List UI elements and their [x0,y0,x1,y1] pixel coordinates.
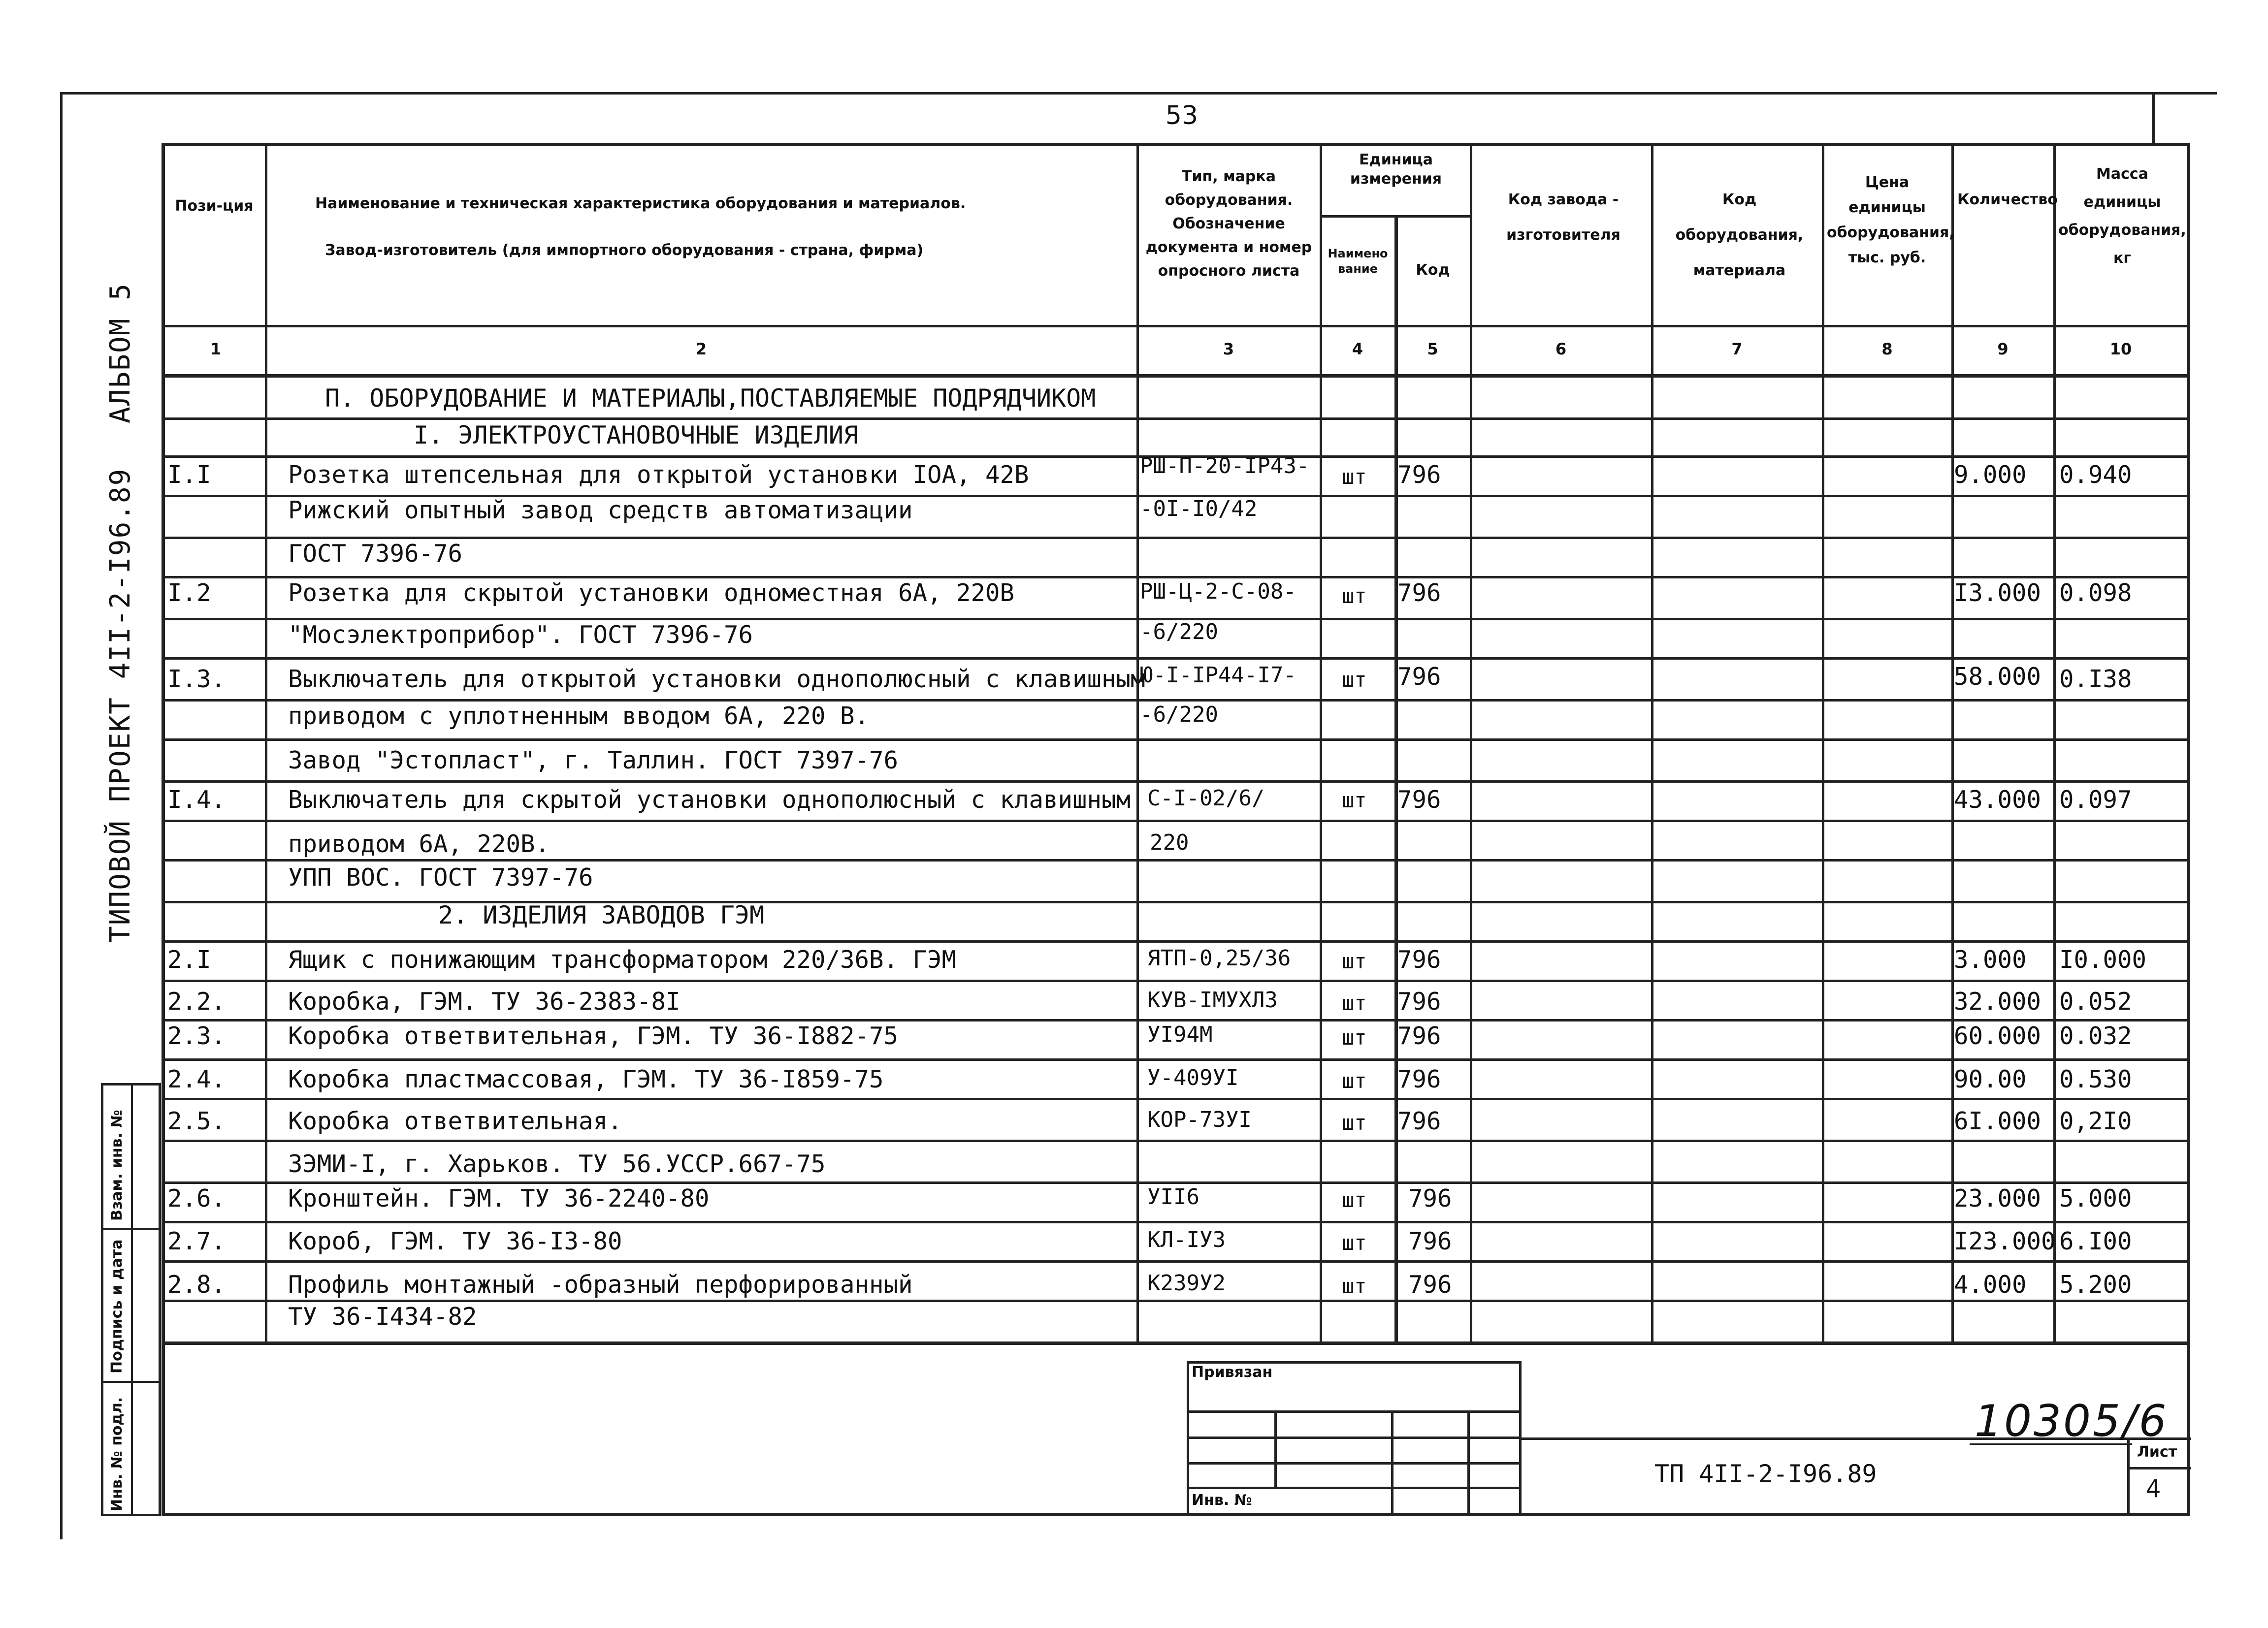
row-unit: шт [1342,1025,1367,1050]
stamp-label-replace: Взам. инв. № [108,1110,126,1221]
row-mass: 5.200 [2059,1271,2132,1299]
section-1-title: I. ЭЛЕКТРОУСТАНОВОЧНЫЕ ИЗДЕЛИЯ [414,421,859,449]
row-code: 796 [1408,1227,1452,1255]
row-unit: шт [1342,1111,1367,1135]
row-type: -6/220 [1140,702,1218,727]
row-unit: шт [1342,465,1367,489]
col-number-1: 1 [210,340,222,358]
project-label: ТИПОВОЙ ПРОЕКТ 4II-2-I96.89 [104,468,136,943]
header-quantity: Количество [1957,191,2058,208]
header-unit-name: Наименование [1328,247,1388,276]
row-quantity: 6I.000 [1954,1107,2041,1135]
row-position: 2.I [167,946,211,974]
row-mass: 0.940 [2059,461,2132,489]
row-position: 2.2. [167,988,226,1016]
col-number-9: 9 [1997,340,2009,358]
row-mass: 6.I00 [2059,1227,2132,1255]
row-name: УПП ВОС. ГОСТ 7397-76 [288,863,593,892]
row-type: УI94М [1147,1022,1213,1047]
header-position: Пози-ция [175,197,254,215]
row-unit: шт [1342,1069,1367,1093]
row-type: Ю-I-IP44-I7- [1140,663,1296,688]
row-unit: шт [1342,1274,1367,1298]
row-name: Розетка штепсельная для открытой установки IOA, 42B [288,461,1029,489]
row-position: I.3. [167,665,226,693]
row-position: 2.4. [167,1065,226,1093]
row-unit: шт [1342,668,1367,692]
row-code: 796 [1408,1271,1452,1299]
row-name: Ящик с понижающим трансформатором 220/36В. ГЭМ [288,946,957,974]
row-code: 796 [1397,786,1441,814]
row-type: К239У2 [1147,1271,1226,1296]
row-type: КОР-73УI [1147,1107,1252,1132]
row-unit: шт [1342,949,1367,973]
row-position: 2.7. [167,1227,226,1255]
row-position: 2.5. [167,1107,226,1135]
section-2-title: 2. ИЗДЕЛИЯ ЗАВОДОВ ГЭМ [438,901,765,929]
row-quantity: I23.000 [1954,1227,2056,1255]
row-type: КЛ-IУ3 [1147,1227,1226,1252]
row-mass: 5.000 [2059,1184,2132,1213]
row-quantity: 23.000 [1954,1184,2041,1213]
row-mass: I0.000 [2059,946,2147,974]
row-name: Розетка для скрытой установки одноместная 6А, 220В [288,579,1015,607]
header-price: Цена единицы оборудования, тыс. руб. [1827,174,1955,266]
row-position: 2.8. [167,1271,226,1299]
row-position: I.I [167,461,211,489]
row-name: Завод "Эстопласт", г. Таллин. ГОСТ 7397-76 [288,746,899,774]
row-type: КУВ-IМУХЛ3 [1147,988,1278,1013]
row-unit: шт [1342,1231,1367,1255]
row-code: 796 [1397,663,1441,691]
header-factory-code: Код завода - изготовителя [1506,191,1620,244]
row-type: РШ-П-20-IP43- [1140,453,1310,479]
section-main-title: П. ОБОРУДОВАНИЕ И МАТЕРИАЛЫ,ПОСТАВЛЯЕМЫЕ ПОДРЯДЧИКОМ [325,384,1096,413]
row-type: -6/220 [1140,619,1218,644]
col-number-7: 7 [1731,340,1743,358]
row-quantity: I3.000 [1954,579,2041,607]
sheet-number: 4 [2146,1474,2161,1503]
stamp-label-inventory: Инв. № подл. [108,1397,126,1511]
row-code: 796 [1397,946,1441,974]
row-unit: шт [1342,584,1367,608]
row-quantity: 90.00 [1954,1065,2027,1093]
row-name: "Мосэлектроприбор". ГОСТ 7396-76 [288,621,753,649]
header-name-line1: Наименование и техническая характеристика оборудования и материалов. [315,195,966,212]
document-code: ТП 4II-2-I96.89 [1654,1460,1877,1488]
row-name: Коробка ответвительная. [288,1107,622,1135]
row-code: 796 [1397,1065,1441,1093]
row-type: С-I-02/6/ [1147,786,1265,811]
header-mass: Масса единицы оборудования, кг [2058,165,2186,267]
stamp-label-signature: Подпись и дата [108,1239,126,1373]
row-code: 796 [1397,1022,1441,1050]
header-name-line2: Завод-изготовитель (для импортного оборудования - страна, фирма) [325,242,924,259]
row-mass: 0,2I0 [2059,1107,2132,1135]
row-position: I.4. [167,786,226,814]
row-position: 2.6. [167,1184,226,1213]
row-type: РШ-Ц-2-С-08- [1140,579,1296,604]
header-unit-code: Код [1416,261,1450,279]
row-name: ТУ 36-I434-82 [288,1303,477,1331]
row-quantity: 58.000 [1954,663,2041,691]
col-number-8: 8 [1881,340,1893,358]
row-quantity: 43.000 [1954,786,2041,814]
row-position: 2.3. [167,1022,226,1050]
row-position: I.2 [167,579,211,607]
sheet-label: Лист [2137,1443,2177,1461]
row-code: 796 [1397,1107,1441,1135]
row-quantity: 9.000 [1954,461,2027,489]
row-code: 796 [1397,461,1441,489]
row-name: Рижский опытный завод средств автоматизации [288,496,913,524]
row-code: 796 [1397,579,1441,607]
col-number-6: 6 [1555,340,1567,358]
row-code: 796 [1397,988,1441,1016]
frame-tick [2152,92,2155,144]
row-name: ГОСТ 7396-76 [288,540,463,568]
row-mass: 0.530 [2059,1065,2132,1093]
col-number-5: 5 [1427,340,1438,358]
handwritten-number: 10305/6 [1975,1396,2169,1446]
col-number-3: 3 [1223,340,1234,358]
row-quantity: 4.000 [1954,1271,2027,1299]
row-name: Коробка, ГЭМ. ТУ 36-2383-8I [288,988,680,1016]
row-name: Выключатель для открытой установки однополюсный с клавишным [288,665,1145,693]
row-name: приводом 6А, 220В. [288,830,550,858]
row-type: УII6 [1147,1184,1199,1210]
row-name: Кронштейн. ГЭМ. ТУ 36-2240-80 [288,1184,710,1213]
row-name: Профиль монтажный -образный перфорированный [288,1271,913,1299]
row-name: Короб, ГЭМ. ТУ 36-I3-80 [288,1227,622,1255]
row-name: приводом с уплотненным вводом 6А, 220 В. [288,702,870,730]
row-mass: 0.032 [2059,1022,2132,1050]
row-name: Коробка пластмассовая, ГЭМ. ТУ 36-I859-75 [288,1065,884,1093]
row-type: -0I-I0/42 [1140,496,1258,521]
col-number-2: 2 [695,340,707,358]
row-name: Коробка ответвительная, ГЭМ. ТУ 36-I882-75 [288,1022,899,1050]
col-number-10: 10 [2109,340,2132,358]
row-type: ЯТП-0,25/36 [1147,946,1291,971]
row-type: У-409УI [1147,1065,1239,1090]
approval-stamp [101,1083,161,1516]
row-type: 220 [1150,830,1189,855]
row-quantity: 3.000 [1954,946,2027,974]
row-unit: шт [1342,991,1367,1015]
inv-number-label: Инв. № [1192,1492,1252,1509]
row-name: Выключатель для скрытой установки однополюсный с клавишным [288,786,1131,814]
header-equipment-code: Код оборудования, материала [1675,191,1804,279]
row-code: 796 [1408,1184,1452,1213]
col-number-4: 4 [1352,340,1363,358]
row-mass: 0.052 [2059,988,2132,1016]
row-mass: 0.097 [2059,786,2132,814]
row-unit: шт [1342,1188,1367,1212]
row-quantity: 60.000 [1954,1022,2041,1050]
row-name: ЗЭМИ-I, г. Харьков. ТУ 56.УССР.667-75 [288,1150,826,1178]
page-number: 53 [1165,101,1199,130]
row-mass: 0.098 [2059,579,2132,607]
album-label: АЛЬБОМ 5 [104,283,136,423]
header-unit-group: Единица измерения [1350,151,1442,188]
privyazan-label: Привязан [1192,1364,1273,1381]
row-unit: шт [1342,788,1367,812]
header-type: Тип, марка оборудования. Обозначение документа и номер опросного листа [1145,168,1312,280]
row-mass: 0.I38 [2059,665,2132,693]
row-quantity: 32.000 [1954,988,2041,1016]
